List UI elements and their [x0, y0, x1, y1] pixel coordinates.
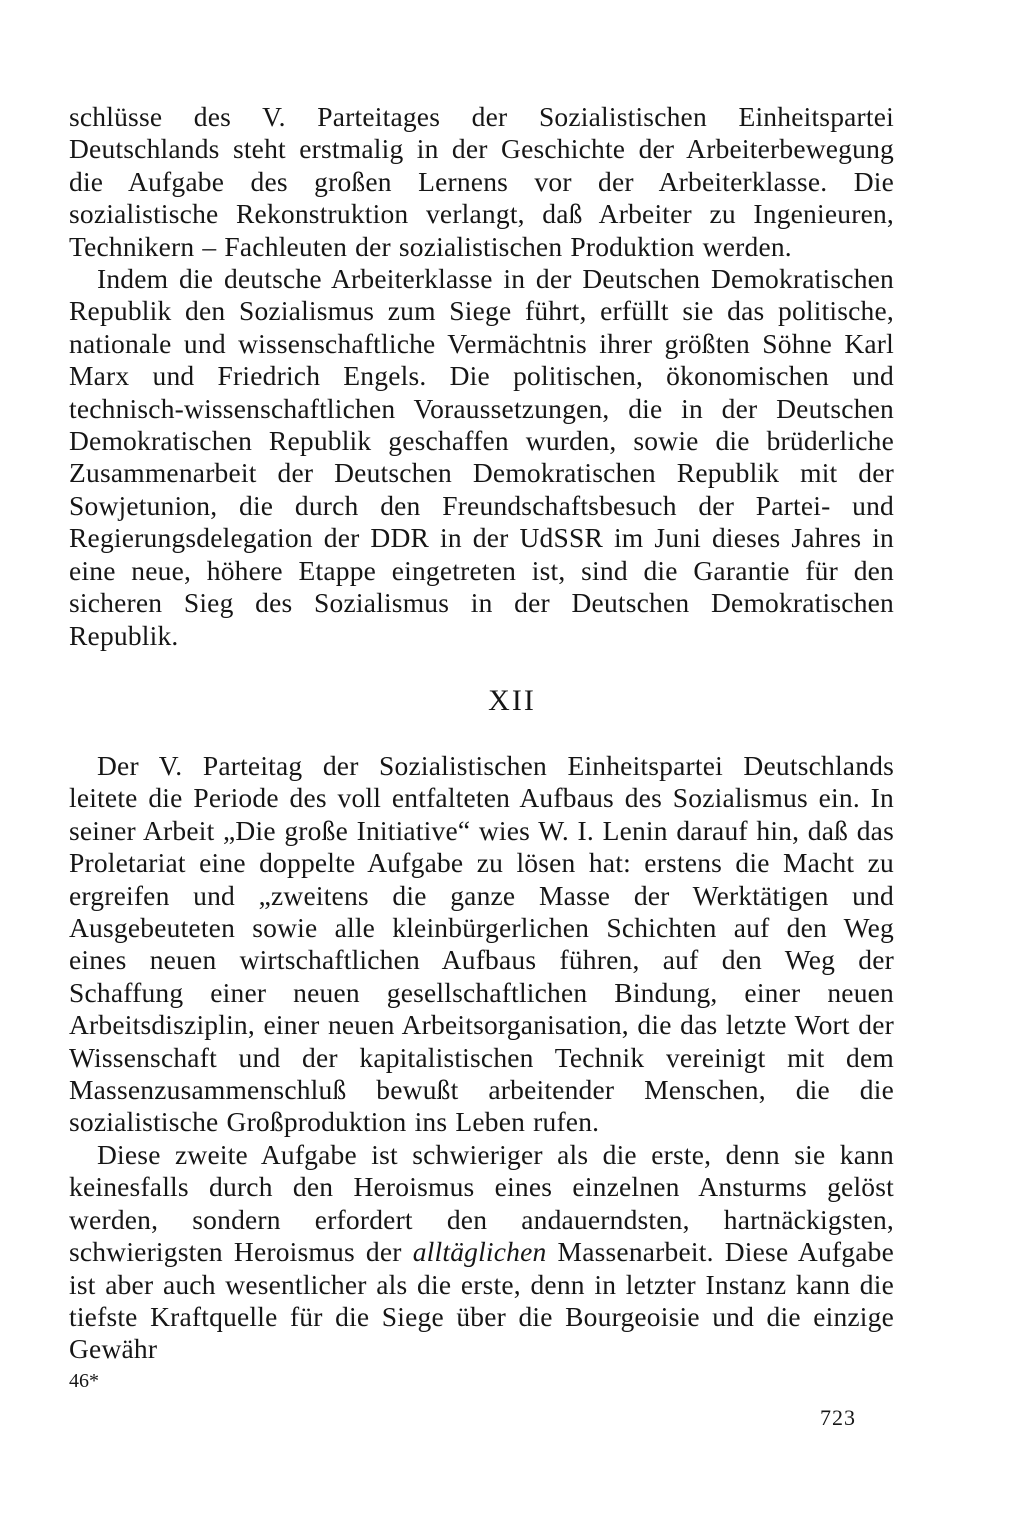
paragraph: Indem die deutsche Arbeiterklasse in der Deutschen Demokratischen Republik den Sozialismus zum Siege führt, erfüllt sie das politische, nationale und wissenschaftliche Vermächtnis ihrer größten Söhne Karl Marx und Friedrich Engels. Die politischen, ökonomischen und technisch-wissenschaftlichen Voraussetzungen, die in der Deutschen Demokratischen Republik geschaffen wurden, sowie die brüderliche Zusammenarbeit der Deutschen Demokratischen Republik mit der Sowjetunion, die durch den Freundschaftsbesuch der Partei- und Regierungsdelegation der DDR in der UdSSR im Juni dieses Jahres in eine neue, höhere Etappe eingetreten ist, sind die Garantie für den sicheren Sieg des Sozialismus in der Deutschen Demokratischen Republik. [69, 263, 894, 651]
section-heading: XII [488, 684, 536, 717]
paragraph-text-part: Diese zweite Aufgabe ist schwieriger als die erste, denn sie kann keinesfalls durch den Heroismus eines einzelnen Ansturms gelöst werden, sondern erfordert den andauerndsten, hartnäckigsten, schwierigsten Heroismus der [69, 1138, 894, 1268]
text-section-after-heading [69, 750, 894, 1366]
printer-signature-mark: 46* [69, 1370, 99, 1392]
paragraph-with-emphasis [69, 1139, 894, 1366]
page-number: 723 [820, 1405, 856, 1430]
emphasized-word: alltäglichen [412, 1236, 547, 1268]
continued-paragraph: schlüsse des V. Parteitages der Sozialistischen Einheitspartei Deutschlands steht erstmalig in der Geschichte der Arbeiterbewegung die Aufgabe des großen Lernens vor der Arbeiterklasse. Die sozialistische Rekonstruktion verlangt, daß Arbeiter zu Ingenieuren, Technikern – Fachleuten der sozialistischen Produktion werden. [69, 101, 894, 262]
paragraph-text-part: Massenarbeit. Diese Aufgabe ist aber auch wesentlicher als die erste, denn in letzter Instanz kann die tiefste Kraftquelle für die Siege über die Bourgeoisie und die einzige Gewähr [69, 1236, 894, 1365]
text-section-before-heading [69, 101, 894, 652]
paragraph: Der V. Parteitag der Sozialistischen Einheitspartei Deutschlands leitete die Periode des voll entfalteten Aufbaus des Sozialismus ein. In seiner Arbeit „Die große Initiative“ wies W. I. Lenin darauf hin, daß das Proletariat eine doppelte Aufgabe zu lösen hat: erstens die Macht zu ergreifen und „zweitens die ganze Masse der Werktätigen und Ausgebeuteten sowie alle kleinbürgerlichen Schichten auf den Weg eines neuen wirtschaftlichen Aufbaus führen, auf den Weg der Schaffung einer neuen gesellschaftlichen Bindung, einer neuen Arbeitsdisziplin, einer neuen Arbeitsorganisation, die das letzte Wort der Wissenschaft und der kapitalistischen Technik vereinigt mit dem Massenzusammenschluß bewußt arbeitender Menschen, die die sozialistische Großproduktion ins Leben rufen. [69, 750, 894, 1138]
